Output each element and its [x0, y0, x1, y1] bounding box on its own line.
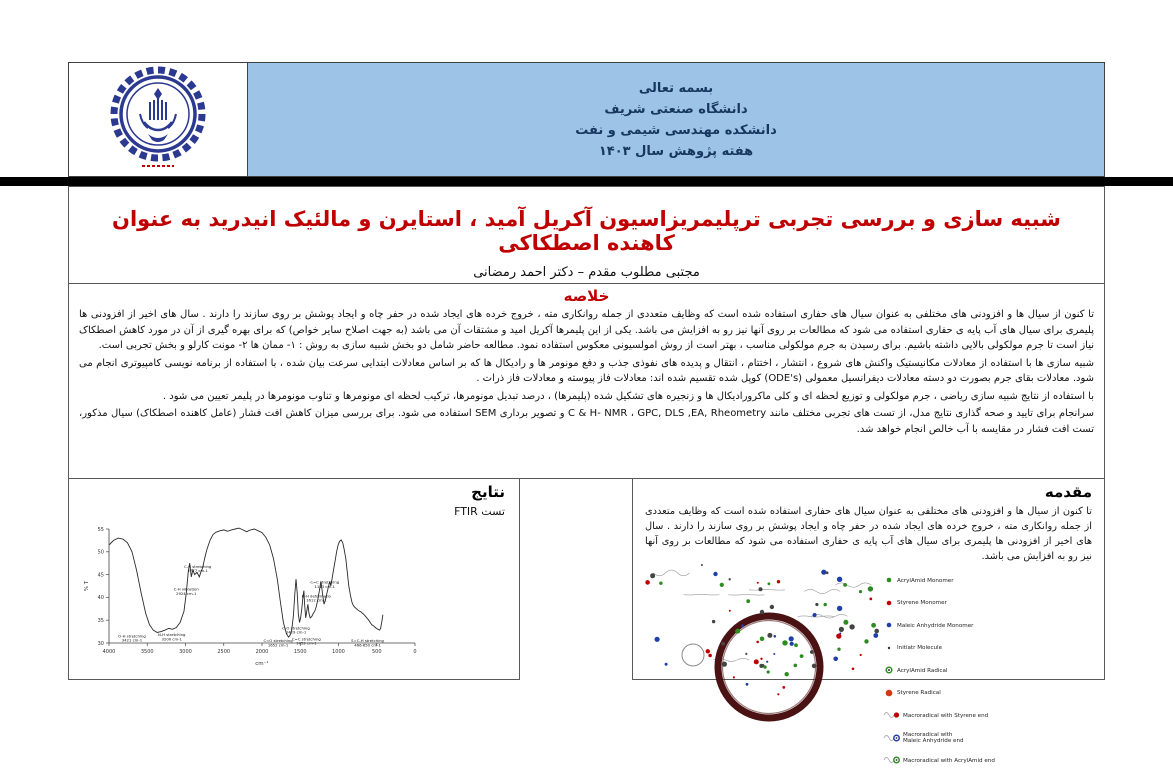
svg-text:3500: 3500 [140, 649, 154, 655]
legend-label: Macroradical with AcrylAmid end [903, 757, 995, 764]
introduction-paragraph: تا کنون از سیال ها و افزودنی های مختلفی به عنوان سیال های حفاری استفاده شده است که وظایف متعددی از جمله روانکاری مته ، خروج خرده های ایجاد شده در حفر چاه و ایجاد پوشش بر روی سازند را دارند . سال های اخیر از افزودنی ها پلیمری برای سیال های آب پایه ی حفاری استفاده می شود که مطالعات بر روی آنها نیز رو به افزایش می باشد. [645, 506, 1092, 562]
legend-label: Macroradical with Styrene end [903, 712, 989, 719]
abstract-paragraph-1: تا کنون از سیال ها و افزودنی های مختلفی به عنوان سیال های حفاری استفاده شده است که وظایف متعددی از جمله روانکاری مته ، خروج خرده های ایجاد شده در حفر چاه و ایجاد پوشش بر روی سازند را دارند . سال های اخیر از افزودنی ها پلیمری برای سیال های آب پایه ی حفاری استفاده می شود که مطالعات بر روی آنها نیز رو به افزایش می باشد. یکی از این پلیمرها آکریل امید و مشتقات آن می باشد (به جهت اصلاح سایر خواص) که برای بهره گیری از آن در مورد کاهش اصطکاک نیاز است تا جرم مولکولی بالایی داشته باشیم. برای رسیدن به جرم مولکولی مناسب ، بهتر است از روش امولسیونی معکوس استفاده نمود. مطالعه حاضر شامل دو بخش شبیه سازی به روش : ۱- ممان ها ۲- مونت کارلو و بخش تجربی است. [79, 309, 1094, 351]
svg-text:2000: 2000 [255, 649, 269, 655]
svg-text:40: 40 [97, 595, 104, 602]
legend-label: Styrene Radical [897, 690, 941, 696]
svg-text:C-H vibration2924 cm-1: C-H vibration 2924 cm-1 [173, 586, 199, 596]
legend-item-9 [883, 751, 1101, 770]
abstract-section [68, 283, 1105, 479]
svg-text:C=C stretching1452 cm-1: C=C stretching 1452 cm-1 [291, 636, 321, 646]
legend-item-5 [883, 661, 1101, 680]
svg-text:35: 35 [97, 618, 104, 624]
abstract-heading: خلاصه [563, 287, 610, 305]
svg-text:55: 55 [97, 526, 104, 533]
header-banner [247, 62, 1105, 177]
header-line-university: دانشگاه صنعتی شریف [604, 101, 748, 117]
svg-text:50: 50 [97, 549, 104, 556]
dot-marker-icon [883, 571, 895, 590]
abstract-paragraph-3: با استفاده از نتایج شبیه سازی ریاضی ، جرم مولکولی و توزیع لحظه ای و کلی ماکرورادیکال ها و زنجیره های تشکیل شده (پلیمرها) ، درصد تبدیل مونومرها، ترکیب لحظه ای مونومرها و تناوب مونومرها در پلیمر تعیین می شود . [162, 390, 1094, 402]
results-section [68, 478, 520, 680]
header-line-bismillah: بسمه تعالی [638, 80, 714, 96]
legend-label: AcrylAmid Radical [897, 667, 948, 674]
results-heading: نتایج [471, 483, 505, 501]
dot-marker-icon [883, 616, 895, 635]
legend-label: Maleic Anhydride Monomer [897, 622, 974, 629]
smalldot-marker-icon [883, 639, 895, 658]
squiggle-ring-marker-icon [883, 751, 901, 770]
header-line-faculty: دانشکده مهندسی شیمی و نفت [575, 122, 777, 138]
svg-text:cm⁻¹: cm⁻¹ [255, 661, 269, 667]
svg-text:S=C-H stretching466-650 cm-1: S=C-H stretching 466-650 cm-1 [351, 638, 384, 648]
squiggle-dot-marker-icon [883, 706, 901, 725]
sharif-university-logo-icon [106, 64, 210, 176]
divider-band [0, 177, 1173, 186]
legend-item-8 [883, 729, 1101, 748]
svg-text:0: 0 [413, 649, 417, 655]
polymerization-micelle-figure [641, 559, 887, 681]
ftir-test-subheading: تست FTIR [454, 505, 505, 518]
svg-text:O-H stretching3421 cm-1: O-H stretching 3421 cm-1 [118, 633, 146, 643]
svg-text:1000: 1000 [332, 649, 345, 655]
svg-text:2500: 2500 [217, 649, 231, 655]
legend-item-6 [883, 684, 1101, 703]
svg-text:30: 30 [97, 640, 104, 647]
poster-title: شبیه سازی و بررسی تجربی ترپلیمریزاسیون آکریل آمید ، استایرن و مالئیک انیدرید به عنوان کاهنده اصطکاکی [112, 207, 1061, 255]
legend-item-7 [883, 706, 1101, 725]
legend-item-1 [883, 571, 1101, 590]
svg-text:N-H deformatio1612 cm-1: N-H deformatio 1612 cm-1 [301, 593, 331, 603]
university-logo-box [68, 62, 248, 177]
legend-item-3 [883, 616, 1101, 635]
svg-text:4000: 4000 [102, 649, 116, 655]
introduction-section [632, 478, 1105, 764]
abstract-paragraph-4: سرانجام برای تایید و صحه گذاری نتایج مدل، از تست های تجربی مختلف مانند C & H- NMR ، GPC, DLS ,EA, Rheometry و تصویر برداری SEM استفاده می شود. برای بررسی میزان کاهش افت فشار (عامل کاهنده اصطکاک) سیال مذکور، تست افت فشار در مقایسه با آب خالص انجام خواهد شد. [79, 408, 1094, 435]
svg-text:500: 500 [371, 649, 382, 655]
title-block [68, 186, 1105, 284]
dot-marker-icon [883, 594, 895, 613]
svg-text:3000: 3000 [179, 649, 192, 655]
svg-text:% T: % T [84, 580, 90, 592]
svg-text:45: 45 [97, 572, 104, 579]
svg-text:C=O stretching1652 cm-1: C=O stretching 1652 cm-1 [263, 638, 293, 648]
legend-item-2 [883, 594, 1101, 613]
legend-label: Initiatr Molecule [897, 645, 943, 651]
svg-text:1500: 1500 [293, 649, 307, 655]
legend-item-4 [883, 639, 1101, 658]
svg-text:C-H stretching2777 cm-1: C-H stretching 2777 cm-1 [184, 563, 212, 573]
legend-label: Macroradical with Maleic Anhydride end [903, 732, 964, 744]
svg-text:C=C stretching1113 cm-1: C=C stretching 1113 cm-1 [310, 579, 340, 589]
abstract-paragraph-2: شبیه سازی ها با استفاده از معادلات مکانیستیک واکنش های شروع ، انتشار ، اختتام ، انتقال و پدیده های نفوذی جذب و دفع مونومر ها و رادیکال ها که بر اساس معادلات ابتدایی سرعت بیان شده ، با استفاده از برنامه نویسی کامپیوتری انجام می شود. معادلات بقای جرم بصورت دو دسته معادلات دیفرانسیل معمولی (ODE's) کوپل شده تقسیم شده اند: معادلات فاز پیوسته و معادلات فاز ذرات . [79, 357, 1094, 384]
svg-text:N-H stretching3200 cm-1: N-H stretching 3200 cm-1 [158, 632, 186, 642]
legend-label: Styrene Monomer [897, 600, 947, 606]
squiggle-ring-marker-icon [883, 729, 901, 748]
ftir-spectrum-chart [77, 523, 429, 669]
figure-legend [883, 571, 1101, 770]
bigdot-marker-icon [883, 684, 895, 703]
ring-marker-icon [883, 661, 895, 680]
svg-text:C-O stretching1429 cm-1: C-O stretching 1429 cm-1 [282, 625, 310, 635]
introduction-heading: مقدمه [1044, 483, 1092, 501]
header-line-research-week: هفته پژوهش سال ۱۴۰۳ [598, 143, 754, 159]
legend-label: AcrylAmid Monomer [897, 577, 954, 584]
poster-authors: مجتبی مطلوب مقدم – دکتر احمد رمضانی [473, 265, 700, 280]
